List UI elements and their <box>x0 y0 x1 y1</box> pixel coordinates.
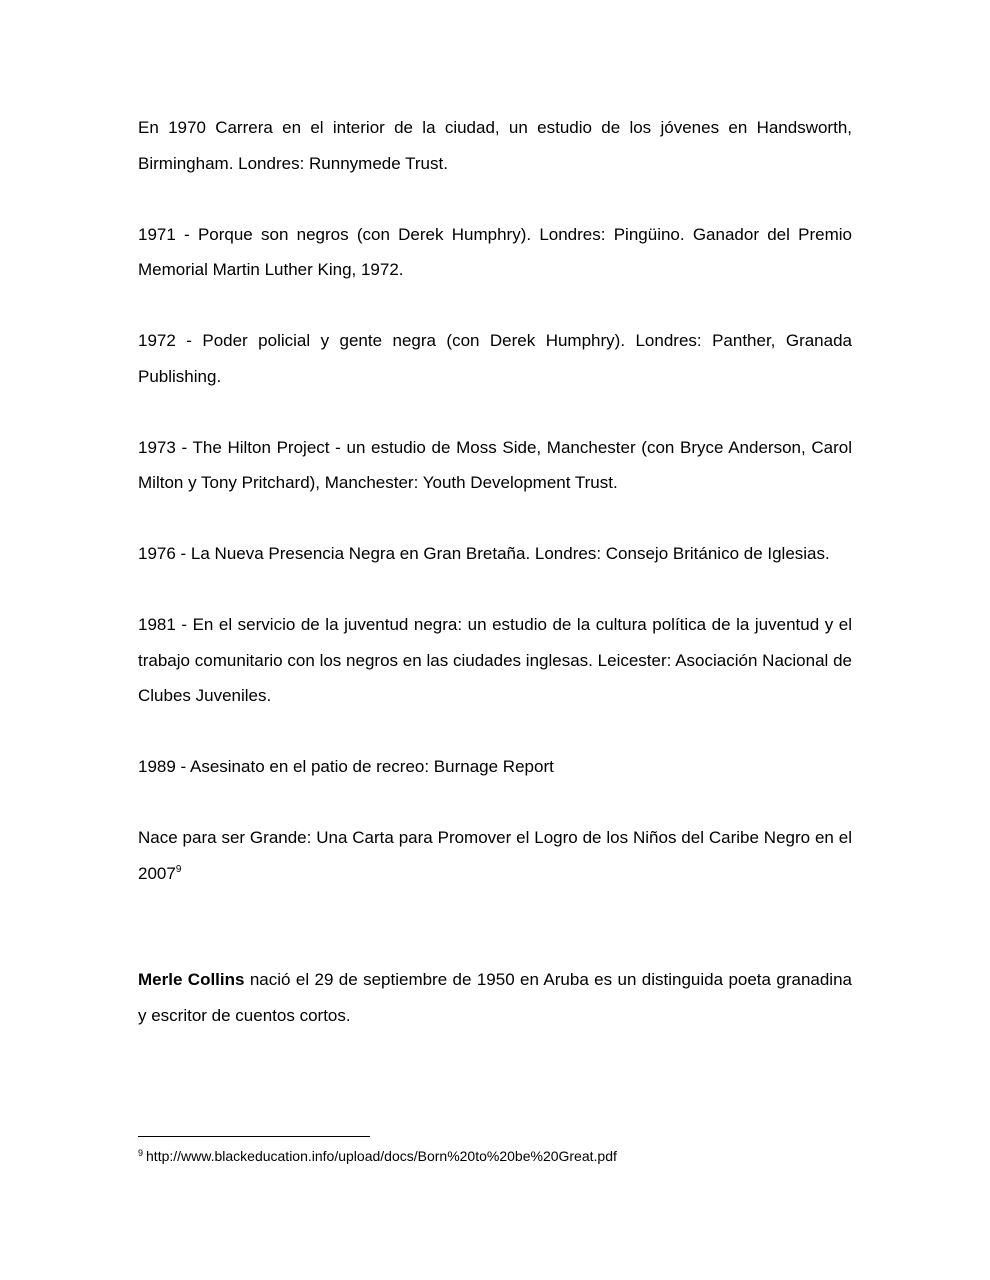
bibliography-entry-2007 <box>138 820 852 891</box>
bibliography-entry-1970: En 1970 Carrera en el interior de la ciudad, un estudio de los jóvenes en Handsworth, Birmingham. Londres: Runnymede Trust. <box>138 118 852 173</box>
bibliography-entry-1989: 1989 - Asesinato en el patio de recreo: Burnage Report <box>138 757 554 776</box>
bibliography-entry-1971: 1971 - Porque son negros (con Derek Humphry). Londres: Pingüino. Ganador del Premio Memorial Martin Luther King, 1972. <box>138 224 852 279</box>
bibliography-entry-1973: 1973 - The Hilton Project - un estudio de Moss Side, Manchester (con Bryce Anderson, Carol Milton y Tony Pritchard), Manchester: Youth Development Trust. <box>138 437 852 492</box>
footnote-reference[interactable]: 9 <box>175 863 182 875</box>
bibliography-entry-1972: 1972 - Poder policial y gente negra (con Derek Humphry). Londres: Panther, Granada Publishing. <box>138 331 852 386</box>
footnote-link[interactable]: http://www.blackeducation.info/upload/docs/Born%20to%20be%20Great.pdf <box>146 1148 617 1164</box>
bio-text: nació el 29 de septiembre de 1950 en Aruba es un distinguida poeta granadina y escritor de cuentos cortos. <box>138 970 852 1025</box>
bibliography-entry-1981: 1981 - En el servicio de la juventud negra: un estudio de la cultura política de la juventud y el trabajo comunitario con los negros en las ciudades inglesas. Leicester: Asociación Nacional de Clubes Juveniles. <box>138 615 852 705</box>
footnote-separator <box>138 1136 370 1137</box>
bibliography-entry-1976: 1976 - La Nueva Presencia Negra en Gran Bretaña. Londres: Consejo Británico de Iglesias. <box>138 544 830 563</box>
footnote-number: 9 <box>138 1148 144 1158</box>
bio-paragraph <box>138 962 852 1033</box>
bio-name: Merle Collins <box>138 970 245 989</box>
footnote <box>138 1146 852 1166</box>
document-body <box>138 110 852 1069</box>
bibliography-entry-2007-text: Nace para ser Grande: Una Carta para Promover el Logro de los Niños del Caribe Negro en el 2007 <box>138 828 852 883</box>
